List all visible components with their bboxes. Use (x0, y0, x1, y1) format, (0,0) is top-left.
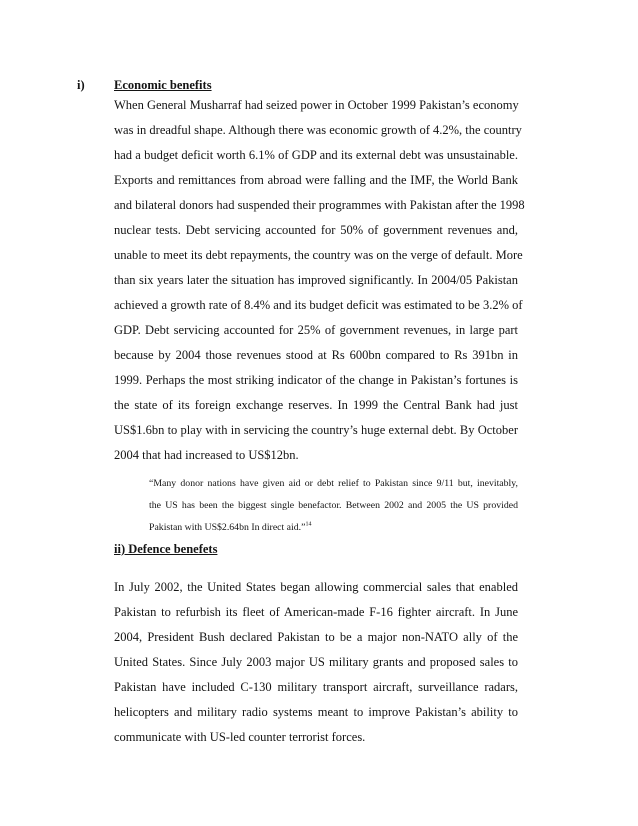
paragraph-line: unable to meet its debt repayments, the country was on the verge of default. More (114, 248, 523, 262)
paragraph-line: US$1.6bn to play with in servicing the country’s huge external debt. By October (114, 423, 518, 437)
paragraph-line: than six years later the situation has improved significantly. In 2004/05 Pakistan (114, 273, 518, 287)
paragraph-line: 1999. Perhaps the most striking indicator of the change in Pakistan’s fortunes is (114, 373, 518, 387)
paragraph-line: 2004 that had increased to US$12bn. (114, 448, 299, 462)
paragraph-line: the state of its foreign exchange reserves. In 1999 the Central Bank had just (114, 398, 518, 412)
paragraph-line: 2004, President Bush declared Pakistan to be a major non-NATO ally of the (114, 630, 518, 644)
quote-line: the US has been the biggest single benefactor. Between 2002 and 2005 the US provided (149, 500, 518, 511)
paragraph-line: helicopters and military radio systems meant to improve Pakistan’s ability to (114, 705, 518, 719)
paragraph-line: When General Musharraf had seized power in October 1999 Pakistan’s economy (114, 98, 519, 112)
quote-line-last (149, 521, 518, 534)
quote-text: Pakistan with US$2.64bn In direct aid.” (149, 522, 306, 533)
paragraph-line: because by 2004 those revenues stood at Rs 600bn compared to Rs 391bn in (114, 348, 518, 362)
footnote-marker: 14 (305, 521, 312, 528)
paragraph-line: In July 2002, the United States began allowing commercial sales that enabled (114, 580, 518, 594)
paragraph-line: and bilateral donors had suspended their programmes with Pakistan after the 1998 (114, 198, 525, 212)
paragraph-line: achieved a growth rate of 8.4% and its budget deficit was estimated to be 3.2% of (114, 298, 523, 312)
section-number: i) (77, 78, 85, 92)
paragraph-line: Exports and remittances from abroad were falling and the IMF, the World Bank (114, 173, 518, 187)
section-heading-economic: Economic benefits (114, 78, 212, 92)
paragraph-line: had a budget deficit worth 6.1% of GDP and its external debt was unsustainable. (114, 148, 518, 162)
paragraph-line: GDP. Debt servicing accounted for 25% of government revenues, in large part (114, 323, 518, 337)
paragraph-line: nuclear tests. Debt servicing accounted for 50% of government revenues and, (114, 223, 518, 237)
paragraph-line: Pakistan have included C-130 military transport aircraft, surveillance radars, (114, 680, 518, 694)
paragraph-line: Pakistan to refurbish its fleet of American-made F-16 fighter aircraft. In June (114, 605, 518, 619)
paragraph-line: communicate with US-led counter terrorist forces. (114, 730, 366, 744)
quote-line: “Many donor nations have given aid or debt relief to Pakistan since 9/11 but, inevitably, (149, 478, 518, 489)
paragraph-line: was in dreadful shape. Although there was economic growth of 4.2%, the country (114, 123, 522, 137)
paragraph-line: United States. Since July 2003 major US military grants and proposed sales to (114, 655, 518, 669)
section-heading-defence: ii) Defence benefets (114, 542, 218, 556)
